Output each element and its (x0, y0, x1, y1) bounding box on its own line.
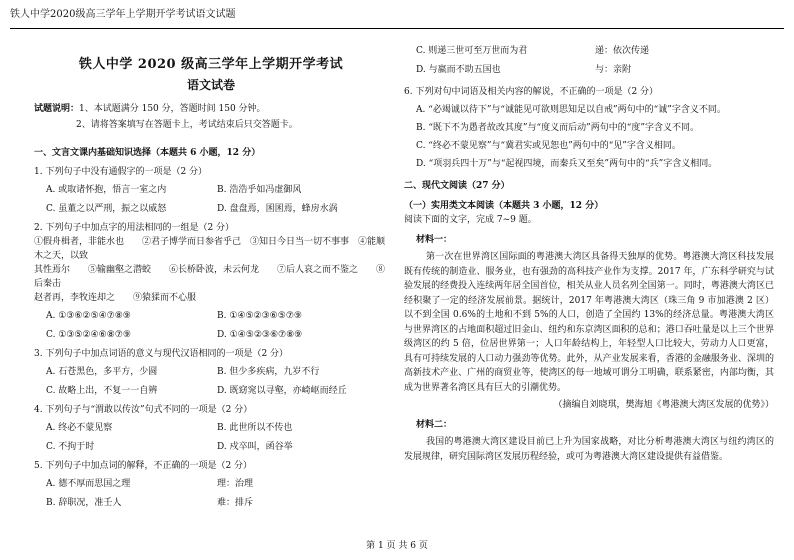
note-1: 1、本试题满分 150 分，答题时间 150 分钟。 (79, 104, 266, 114)
option-c: C. 故略上出，不复一一自辨 (46, 386, 158, 396)
left-column (34, 40, 388, 510)
option-d: D. “项羽兵四十万”与“起视四境，而秦兵又至矣”两句中的“兵”字含义相同。 (416, 159, 718, 169)
material-2-text: 我国的粤港澳大湾区建设目前已上升为国家战略，对比分析粤港澳大湾区与纽约湾区的发展规律，研究国际湾区发展历程经验，或可为粤港澳大湾区建设提供有益借鉴。 (404, 437, 774, 462)
question-4 (34, 403, 388, 454)
option-c: C. 则递三世可至万世而为君 (416, 46, 528, 56)
option-a: A. ①③⑥②⑤④⑦⑧⑨ (46, 311, 131, 321)
option-b: B. 辞职况，准壬人 (46, 498, 122, 508)
option-d: D. 与嬴而不助五国也 (416, 65, 501, 75)
options (46, 365, 388, 398)
note-2: 2、请将答案填写在答题卡上，考试结束后只交答题卡。 (76, 120, 298, 130)
reading-instruction: 阅读下面的文字，完成 7~9 题。 (404, 215, 537, 225)
page-footer (0, 538, 794, 551)
question-5 (34, 459, 388, 510)
q2-line-2: 其性焉尔 ⑤输幽壑之潜蛟 ⑥长桥卧波，未云何龙 ⑦后人哀之而不鉴之 ⑧后秦击 (34, 265, 386, 289)
question-1 (34, 165, 388, 216)
options (46, 477, 388, 510)
question-stem: 1. 下列句子中没有通假字的一项是（2 分） (34, 167, 208, 177)
exam-title: 铁人中学 2020 级高三学年上学期开学考试 (78, 57, 344, 72)
question-6 (404, 85, 774, 171)
page-number: 第 1 页 共 6 页 (366, 541, 428, 551)
option-b: B. 此世所以不传也 (217, 423, 293, 433)
option-b-gloss: 难：排斥 (217, 498, 254, 508)
section-1-heading: 一、文言文课内基础知识选择（本题共 6 小题，12 分） (34, 148, 261, 158)
right-column (404, 40, 774, 464)
option-a: A. 德不厚而思国之理 (46, 479, 131, 489)
options (46, 309, 388, 342)
option-d: D. 既窈窕以寻壑，亦崎岖而经丘 (217, 386, 347, 396)
option-c: C. “终必不蒙见察”与“冀君实或见恕也”两句中的“见”字含义相同。 (416, 141, 681, 151)
material-2-heading: 材料二： (416, 420, 453, 430)
option-a: A. 石苍黑色，多平方，少圆 (46, 367, 158, 377)
note-label: 试题说明： (34, 104, 80, 114)
question-stem: 5. 下列句子中加点词的解释，不正确的一项是（2 分） (34, 461, 253, 471)
page-header (10, 6, 784, 29)
option-a-gloss: 理：治理 (217, 479, 254, 489)
option-a: A. 或取诸怀抱，悟言一室之内 (46, 185, 167, 195)
question-5-continued (416, 44, 774, 77)
option-b: B. 浩浩乎如冯虚御风 (217, 185, 302, 195)
question-stem: 2. 下列句子中加点字的用法相同的一组是（2 分） (34, 223, 235, 233)
question-stem: 3. 下列句子中加点词语的意义与现代汉语相同的一项是（2 分） (34, 349, 289, 359)
q2-line-3: 赵者再，李牧连却之 ⑨猿猱而不心服 (34, 293, 197, 303)
option-c: C. 虽董之以严刑，振之以威怒 (46, 204, 167, 214)
option-c-gloss: 递：依次传递 (595, 46, 650, 56)
option-a: A. 终必不蒙见察 (46, 423, 113, 433)
exam-notes (34, 102, 388, 132)
material-1-citation: （摘编自刘晓琪，樊海旭《粤港澳大湾区发展的优势》） (553, 400, 774, 410)
question-stem: 4. 下列句子与“渭敢以传汝”句式不同的一项是（2 分） (34, 405, 253, 415)
option-b: B. ①④⑤②③⑥⑤⑦⑨ (217, 311, 302, 321)
option-a: A. “必竭诚以待下”与“诚能见可欲则思知足以自戒”两句中的“诚”字含义不同。 (416, 105, 726, 115)
option-d: D. 戍卒叫，函谷举 (217, 442, 293, 452)
question-3 (34, 347, 388, 398)
subsection-heading: （一）实用类文本阅读（本题共 3 小题，12 分） (404, 201, 604, 211)
material-1-text: 第一次在世界湾区国际面的粤港澳大湾区具备得天独厚的优势。粤港澳大湾区科技发展既有传统的制造业、服务业，也有强劲的高科技产业作为支撑。2017 年，广东科学研究与试验发展的经费投入连续两年居全国首位，相关从业人员名列全国第一。同时，粤港澳大湾区已经积聚了一定的经济发展前景。据统计，2017 年粤港澳大湾区（珠三角 9 市加港澳 2 区）以不到全国 0.6%的土地和不到 5%的人口，创造了全国约 13%的经济总量。粤港澳大湾区与世界湾区的占地面积超过旧金山、纽约和东京湾区面积的总和；港口吞吐量是以上三个世界级湾区的约 5 倍，位居世界第一；人口年龄结构上，年轻型人口比较大，劳动力人口更富，具有可持续发展的人口动力强劲等优势。此外，从产业发展来看，香港的金融服务业、深圳的高新技术产业、广州的商贸业等，使湾区的每一地域可谓分工明确，联系紧密，内部均衡，其成为世界著名湾区具有巨大的引潮优势。 (404, 252, 774, 393)
note-line-1 (34, 102, 388, 116)
option-d-gloss: 与：亲附 (595, 65, 632, 75)
material-1-heading: 材料一： (416, 235, 453, 245)
option-b: B. “既下不为愚者故改其度”与“度义而后动”两句中的“度”字含义不同。 (416, 123, 699, 133)
option-c: C. 不拘于时 (46, 442, 95, 452)
section-2-heading: 二、现代文阅读（27 分） (404, 181, 510, 191)
options (46, 421, 388, 454)
options (46, 183, 388, 216)
option-d: D. ①④⑤②③⑥⑦⑧⑨ (217, 330, 303, 340)
option-d: D. 盘盘焉，囷囷焉，蜂房水涡 (217, 204, 338, 214)
header-text: 铁人中学2020级高三学年上学期开学考试语文试题 (10, 9, 236, 20)
question-stem: 6. 下列对句中词语及相关内容的解说，不正确的一项是（2 分） (404, 87, 659, 97)
q2-line-1: ①假舟楫者，非能水也 ②君子博学而日参省乎己 ③知日今日当一切不事事 ④能顺木之天，以致 (34, 237, 386, 261)
option-b: B. 但少多疾病，九岁不行 (217, 367, 320, 377)
option-c: C. ①③⑤②④⑥⑧⑦⑨ (46, 330, 131, 340)
paper-title: 语文试卷 (186, 78, 235, 92)
question-2 (34, 221, 388, 342)
